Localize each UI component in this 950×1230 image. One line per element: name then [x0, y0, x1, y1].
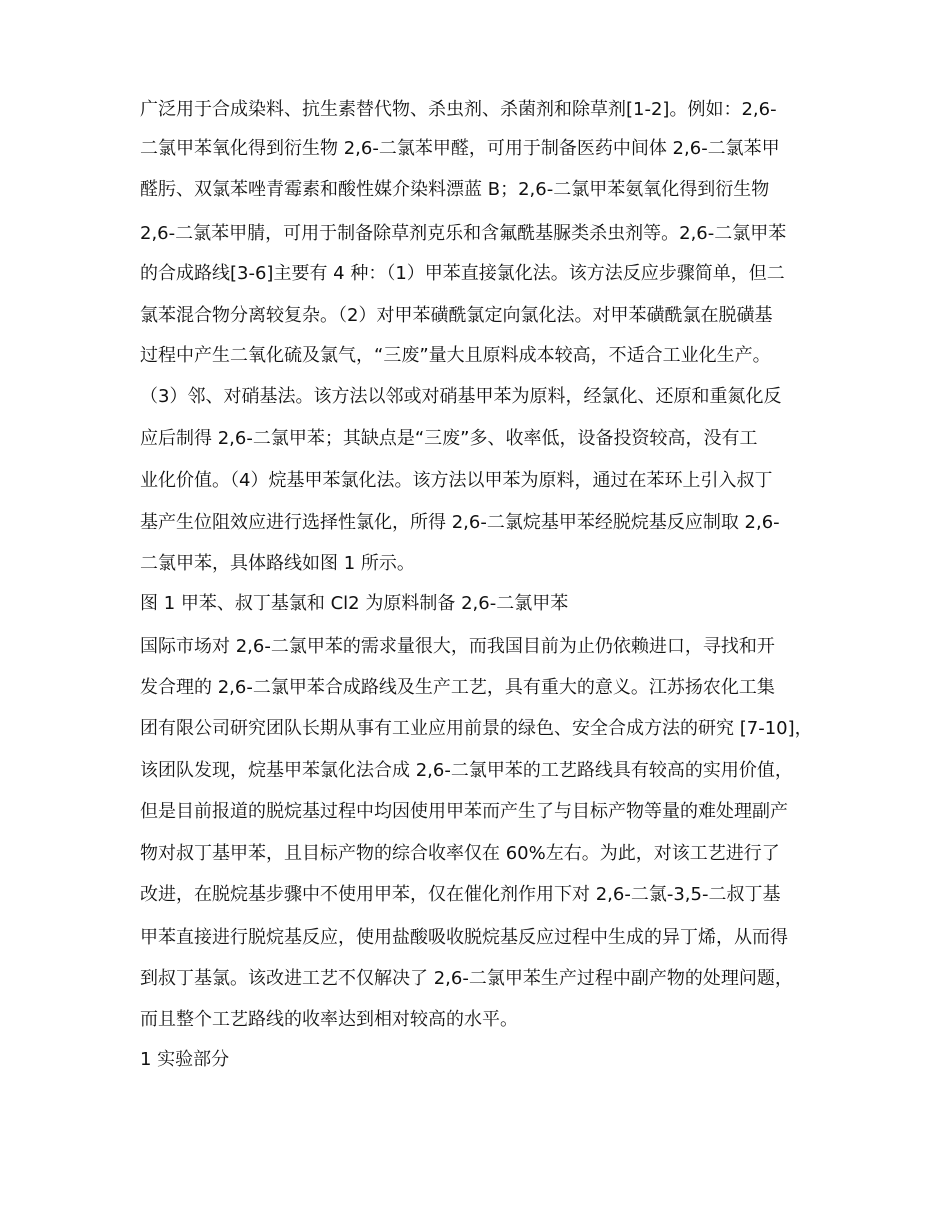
section-heading: 1 实验部分: [140, 1049, 230, 1070]
text-line: 发合理的 2,6-二氯甲苯合成路线及生产工艺，具有重大的意义。江苏扬农化工集: [140, 677, 775, 698]
text-line: 物对叔丁基甲苯，且目标产物的综合收率仅在 60%左右。为此，对该工艺进行了: [140, 843, 780, 864]
text-line: 改进，在脱烷基步骤中不使用甲苯，仅在催化剂作用下对 2,6-二氯-3,5-二叔丁基: [140, 884, 781, 905]
text-line: 二氯甲苯氧化得到衍生物 2,6-二氯苯甲醛，可用于制备医药中间体 2,6-二氯苯甲: [140, 138, 780, 159]
text-line: 但是目前报道的脱烷基过程中均因使用甲苯而产生了与目标产物等量的难处理副产: [140, 801, 788, 822]
text-line: 的合成路线[3-6]主要有 4 种：（1）甲苯直接氯化法。该方法反应步骤简单，但二: [140, 263, 785, 284]
text-line: 该团队发现，烷基甲苯氯化法合成 2,6-二氯甲苯的工艺路线具有较高的实用价值，: [140, 760, 793, 781]
text-line: 过程中产生二氧化硫及氯气，“三废”量大且原料成本较高，不适合工业化生产。: [140, 345, 771, 366]
text-line: 业化价值。（4）烷基甲苯氯化法。该方法以甲苯为原料，通过在苯环上引入叔丁: [140, 470, 773, 491]
text-line: （3）邻、对硝基法。该方法以邻或对硝基甲苯为原料，经氯化、还原和重氮化反: [140, 386, 782, 407]
text-line: 国际市场对 2,6-二氯甲苯的需求量很大，而我国目前为止仍依赖进口，寻找和开: [140, 636, 775, 657]
text-line: 团有限公司研究团队长期从事有工业应用前景的绿色、安全合成方法的研究 [7-10]，: [140, 718, 813, 739]
text-line: 基产生位阻效应进行选择性氯化，所得 2,6-二氯烷基甲苯经脱烷基反应制取 2,6-: [140, 512, 780, 533]
text-line: 到叔丁基氯。该改进工艺不仅解决了 2,6-二氯甲苯生产过程中副产物的处理问题，: [140, 968, 793, 989]
text-line: 2,6-二氯苯甲腈，可用于制备除草剂克乐和含氟酰基脲类杀虫剂等。2,6-二氯甲苯: [140, 223, 787, 244]
text-line: 二氯甲苯，具体路线如图 1 所示。: [140, 553, 415, 574]
text-line: 而且整个工艺路线的收率达到相对较高的水平。: [140, 1009, 518, 1030]
figure-caption: 图 1 甲苯、叔丁基氯和 Cl2 为原料制备 2,6-二氯甲苯: [140, 593, 569, 614]
text-line: 应后制得 2,6-二氯甲苯；其缺点是“三废”多、收率低，设备投资较高，没有工: [140, 428, 758, 449]
text-line: 醛肟、双氯苯唑青霉素和酸性媒介染料漂蓝 B；2,6-二氯甲苯氨氧化得到衍生物: [140, 179, 770, 200]
text-line: 氯苯混合物分离较复杂。（2）对甲苯磺酰氯定向氯化法。对甲苯磺酰氯在脱磺基: [140, 305, 773, 326]
text-line: 甲苯直接进行脱烷基反应，使用盐酸吸收脱烷基反应过程中生成的异丁烯，从而得: [140, 927, 788, 948]
text-line: 广泛用于合成染料、抗生素替代物、杀虫剂、杀菌剂和除草剂[1-2]。例如：2,6-: [140, 99, 777, 120]
